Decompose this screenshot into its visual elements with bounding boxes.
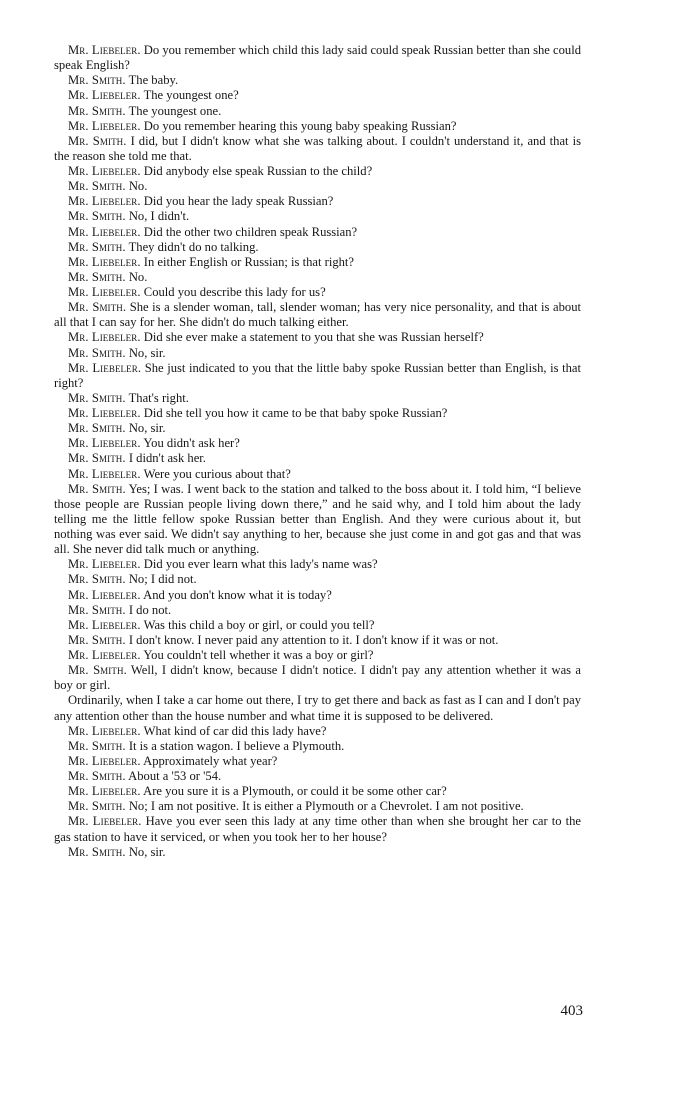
testimony-paragraph xyxy=(54,603,581,618)
statement-text: Did she ever make a statement to you that she was Russian herself? xyxy=(143,330,484,345)
statement-text: No, sir. xyxy=(128,844,166,859)
speaker-label: Mr. Liebeler. xyxy=(68,753,141,768)
speaker-label: Mr. Liebeler. xyxy=(68,557,141,572)
statement-text: I don't know. I never paid any attention to it. I don't know if it was or not. xyxy=(128,632,499,647)
statement-text: The youngest one. xyxy=(128,103,222,118)
speaker-label: Mr. Liebeler. xyxy=(68,224,141,239)
testimony-paragraph xyxy=(54,179,581,194)
statement-text: No, sir. xyxy=(128,421,166,436)
statement-text: No. xyxy=(128,179,148,194)
statement-text: Have you ever seen this lady at any time other than when she brought her car to the gas station to have it serviced, or when you took her to her house? xyxy=(54,814,581,844)
statement-text: That's right. xyxy=(128,390,189,405)
testimony-paragraph xyxy=(54,406,581,421)
testimony-transcript xyxy=(54,43,581,860)
statement-text: Do you remember hearing this young baby speaking Russian? xyxy=(143,118,457,133)
testimony-paragraph xyxy=(54,194,581,209)
speaker-label: Mr. Liebeler. xyxy=(68,88,141,103)
speaker-label: Mr. Liebeler. xyxy=(68,285,141,299)
speaker-label: Mr. Smith. xyxy=(68,632,126,647)
testimony-paragraph xyxy=(54,43,581,73)
testimony-paragraph xyxy=(54,436,581,451)
statement-text: Did the other two children speak Russian? xyxy=(143,224,358,239)
testimony-paragraph xyxy=(54,73,581,88)
statement-text: Did you hear the lady speak Russian? xyxy=(143,194,334,209)
testimony-paragraph xyxy=(54,769,581,784)
statement-text: Ordinarily, when I take a car home out there, I try to get there and back as fast as I can and I don't pay any attention other than the house number and what time it is supposed to be delivered. xyxy=(54,693,581,723)
testimony-paragraph xyxy=(54,270,581,285)
speaker-label: Mr. Smith. xyxy=(68,300,127,315)
testimony-paragraph xyxy=(54,240,581,255)
speaker-label: Mr. Smith. xyxy=(68,390,126,405)
statement-text: You didn't ask her? xyxy=(143,436,240,451)
testimony-paragraph xyxy=(54,754,581,769)
testimony-paragraph xyxy=(54,285,581,300)
speaker-label: Mr. Liebeler. xyxy=(68,723,141,738)
statement-text: No. xyxy=(128,269,148,284)
testimony-paragraph xyxy=(54,88,581,103)
speaker-label: Mr. Liebeler. xyxy=(68,436,141,451)
speaker-label: Mr. Smith. xyxy=(68,769,126,783)
statement-text: It is a station wagon. I believe a Plymouth. xyxy=(128,738,345,753)
testimony-paragraph xyxy=(54,330,581,345)
statement-text: No; I am not positive. It is either a Plymouth or a Chevrolet. I am not positive. xyxy=(128,799,524,814)
speaker-label: Mr. Liebeler. xyxy=(68,814,142,829)
speaker-label: Mr. Smith. xyxy=(68,103,126,118)
speaker-label: Mr. Smith. xyxy=(68,133,127,148)
testimony-paragraph xyxy=(54,209,581,224)
statement-text: Were you curious about that? xyxy=(143,466,291,481)
testimony-paragraph xyxy=(54,693,581,723)
speaker-label: Mr. Smith. xyxy=(68,481,126,496)
statement-text: Do you remember which child this lady said could speak Russian better than she could speak English? xyxy=(54,43,581,73)
speaker-label: Mr. Smith. xyxy=(68,572,126,587)
testimony-paragraph xyxy=(54,391,581,406)
testimony-paragraph xyxy=(54,255,581,270)
testimony-paragraph xyxy=(54,648,581,663)
testimony-paragraph xyxy=(54,588,581,603)
statement-text: Did anybody else speak Russian to the child? xyxy=(143,164,373,178)
speaker-label: Mr. Smith. xyxy=(68,663,127,678)
testimony-paragraph xyxy=(54,799,581,814)
statement-text: The baby. xyxy=(128,73,179,88)
testimony-paragraph xyxy=(54,104,581,119)
statement-text: She just indicated to you that the little baby spoke Russian better than English, is that right? xyxy=(54,360,581,390)
statement-text: The youngest one? xyxy=(143,88,239,103)
statement-text: Approximately what year? xyxy=(143,753,278,768)
testimony-paragraph xyxy=(54,482,581,558)
speaker-label: Mr. Liebeler. xyxy=(68,587,141,602)
speaker-label: Mr. Smith. xyxy=(68,844,126,859)
testimony-paragraph xyxy=(54,421,581,436)
speaker-label: Mr. Liebeler. xyxy=(68,648,141,662)
statement-text: They didn't do no talking. xyxy=(128,239,259,254)
speaker-label: Mr. Liebeler. xyxy=(68,466,141,481)
speaker-label: Mr. Smith. xyxy=(68,421,126,436)
speaker-label: Mr. Liebeler. xyxy=(68,254,141,269)
testimony-paragraph xyxy=(54,557,581,572)
testimony-paragraph xyxy=(54,739,581,754)
speaker-label: Mr. Smith. xyxy=(68,209,126,224)
speaker-label: Mr. Smith. xyxy=(68,345,126,360)
statement-text: Well, I didn't know, because I didn't notice. I didn't pay any attention whether it was a boy or girl. xyxy=(54,663,581,693)
statement-text: And you don't know what it is today? xyxy=(143,587,332,602)
statement-text: Yes; I was. I went back to the station and talked to the boss about it. I told him, “I believe those people are Russian people living down there,” and he said why, and I told him about the lady telling me the little fellow spoke Russian better than English. And they were curious about it, but nothing was ever said. We didn't say anything to her, because she just come in and got gas and that was all. She never did talk much or anything. xyxy=(54,481,581,557)
speaker-label: Mr. Liebeler. xyxy=(68,118,141,133)
statement-text: About a '53 or '54. xyxy=(128,769,222,783)
speaker-label: Mr. Smith. xyxy=(68,799,126,814)
statement-text: I do not. xyxy=(128,602,172,617)
speaker-label: Mr. Smith. xyxy=(68,73,126,88)
statement-text: No, I didn't. xyxy=(128,209,190,224)
testimony-paragraph xyxy=(54,467,581,482)
testimony-paragraph xyxy=(54,845,581,860)
page-number: 403 xyxy=(560,1003,583,1019)
testimony-paragraph xyxy=(54,119,581,134)
speaker-label: Mr. Smith. xyxy=(68,239,126,254)
testimony-paragraph xyxy=(54,361,581,391)
speaker-label: Mr. Liebeler. xyxy=(68,43,141,57)
testimony-paragraph xyxy=(54,618,581,633)
statement-text: Did you ever learn what this lady's name was? xyxy=(143,557,378,572)
statement-text: No; I did not. xyxy=(128,572,197,587)
statement-text: I did, but I didn't know what she was talking about. I couldn't understand it, and that is the reason she told me that. xyxy=(54,133,581,163)
testimony-paragraph xyxy=(54,814,581,844)
speaker-label: Mr. Liebeler. xyxy=(68,330,141,345)
testimony-paragraph xyxy=(54,724,581,739)
statement-text: I didn't ask her. xyxy=(128,451,206,466)
speaker-label: Mr. Liebeler. xyxy=(68,784,141,799)
speaker-label: Mr. Smith. xyxy=(68,738,126,753)
testimony-paragraph xyxy=(54,164,581,179)
speaker-label: Mr. Liebeler. xyxy=(68,406,141,420)
testimony-paragraph xyxy=(54,784,581,799)
statement-text: She is a slender woman, tall, slender woman; has very nice personality, and that is about all that I can say for her. She didn't do much talking either. xyxy=(54,300,581,330)
statement-text: You couldn't tell whether it was a boy or girl? xyxy=(143,648,374,662)
speaker-label: Mr. Liebeler. xyxy=(68,617,141,632)
speaker-label: Mr. Smith. xyxy=(68,451,126,466)
statement-text: Did she tell you how it came to be that baby spoke Russian? xyxy=(143,406,448,420)
testimony-paragraph xyxy=(54,572,581,587)
speaker-label: Mr. Liebeler. xyxy=(68,164,141,178)
speaker-label: Mr. Smith. xyxy=(68,179,126,194)
speaker-label: Mr. Smith. xyxy=(68,602,126,617)
statement-text: No, sir. xyxy=(128,345,166,360)
statement-text: Could you describe this lady for us? xyxy=(143,285,326,299)
testimony-paragraph xyxy=(54,663,581,693)
testimony-paragraph xyxy=(54,300,581,330)
testimony-paragraph xyxy=(54,451,581,466)
statement-text: In either English or Russian; is that right? xyxy=(143,254,355,269)
testimony-paragraph xyxy=(54,134,581,164)
testimony-paragraph xyxy=(54,346,581,361)
statement-text: What kind of car did this lady have? xyxy=(143,723,327,738)
speaker-label: Mr. Liebeler. xyxy=(68,194,141,209)
speaker-label: Mr. Smith. xyxy=(68,269,126,284)
statement-text: Are you sure it is a Plymouth, or could it be some other car? xyxy=(143,784,447,799)
testimony-paragraph xyxy=(54,633,581,648)
testimony-paragraph xyxy=(54,225,581,240)
speaker-label: Mr. Liebeler. xyxy=(68,360,142,375)
statement-text: Was this child a boy or girl, or could you tell? xyxy=(143,617,375,632)
